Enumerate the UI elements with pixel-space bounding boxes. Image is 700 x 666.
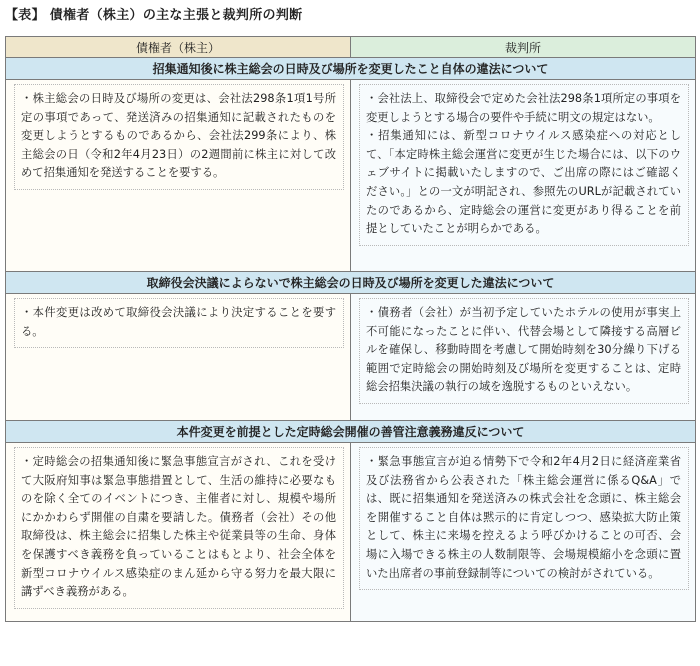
creditor-claim-cell [6, 443, 351, 622]
court-judgment-cell [351, 80, 696, 272]
creditor-claim-box [14, 84, 344, 190]
court-judgment-cell [351, 294, 696, 421]
creditor-claim-cell [6, 294, 351, 421]
creditor-claim-box [14, 298, 344, 348]
column-header-court: 裁判所 [351, 37, 696, 58]
judgment-text: ・債務者（会社）が当初予定していたホテルの使用が事実上不可能になったことに伴い、代替会場として隣接する高層ビルを確保し、移動時間を考慮して開始時刻を30分繰り下げる範囲で定時総会の開始時刻及び場所を変更することは、定時総会招集決議の執行の域を逸脱するものといえない。 [366, 306, 681, 394]
claim-text: ・本件変更は改めて取締役会決議により決定することを要する。 [21, 306, 336, 338]
claim-text: ・定時総会の招集通知後に緊急事態宣言がされ、これを受けて大阪府知事は緊急事態措置として、生活の維持に必要なものを除く全てのイベントにつき、主催者に対し、規模や場所にかかわらず開催の自粛を要請した。債務者（会社）その他取締役は、株主総会に招集した株主や従業員等の生命、身体を保護すべき義務を負っていることはもとより、社会全体を新型コロナウイルス感染症のまん延から守る努力を最大限に講ずべき義務がある。 [21, 455, 336, 599]
court-judgment-cell [351, 443, 696, 622]
column-header-creditor: 債権者（株主） [6, 37, 351, 58]
court-judgment-box [359, 447, 689, 590]
court-judgment-box [359, 84, 689, 246]
section-heading: 本件変更を前提とした定時総会開催の善管注意義務違反について [6, 421, 696, 443]
judgment-text: ・招集通知には、新型コロナウイルス感染症への対応として、「本定時株主総会運営に変更が生じた場合には、以下のウェブサイトに掲載いたしますので、ご出席の際にはご確認ください。」との一文が明記され、参照先のURLが記載されていたのであるから、定時総会の運営に変更があり得ることを前提としていたことが明らかである。 [366, 129, 681, 236]
judgment-text: ・緊急事態宣言が迫る情勢下で令和2年4月2日に経済産業省及び法務省から公表された「株主総会運営に係るQ&A」では、既に招集通知を発送済みの株式会社を念頭に、株主総会を開催すること [366, 455, 681, 524]
table-title: 【表】 債権者（株主）の主な主張と裁判所の判断 [5, 8, 303, 23]
creditor-claim-box [14, 447, 344, 609]
court-judgment-box [359, 298, 689, 404]
creditor-claim-cell [6, 80, 351, 272]
section-heading: 招集通知後に株主総会の日時及び場所を変更したこと自体の違法について [6, 58, 696, 80]
comparison-table [5, 36, 696, 622]
judgment-text: ・会社法上、取締役会で定めた会社法298条1項所定の事項を変更しようとする場合の要件や手続に明文の規定はない。 [366, 92, 681, 124]
claim-text: ・株主総会の日時及び場所の変更は、会社法298条1項1号所定の事項であって、発送済みの招集通知に記載されたものを変更しようとするものであるから、会社法299条により、株主総会の日（令和2年4月23日）の2週間前に株主に対して改めて招集通知を発送することを要する。 [21, 92, 336, 180]
judgment-text-continued: 自体は黙示的に肯定しつつ、感染拡大防止策として、株主に来場を控えるよう呼びかけることの可否、会場に入場できる株主の人数制限等、会場規模縮小を念頭に置いた出席者の事前登録制等についての検討がされている。 [366, 510, 681, 580]
section-heading: 取締役会決議によらないで株主総会の日時及び場所を変更した違法について [6, 272, 696, 294]
